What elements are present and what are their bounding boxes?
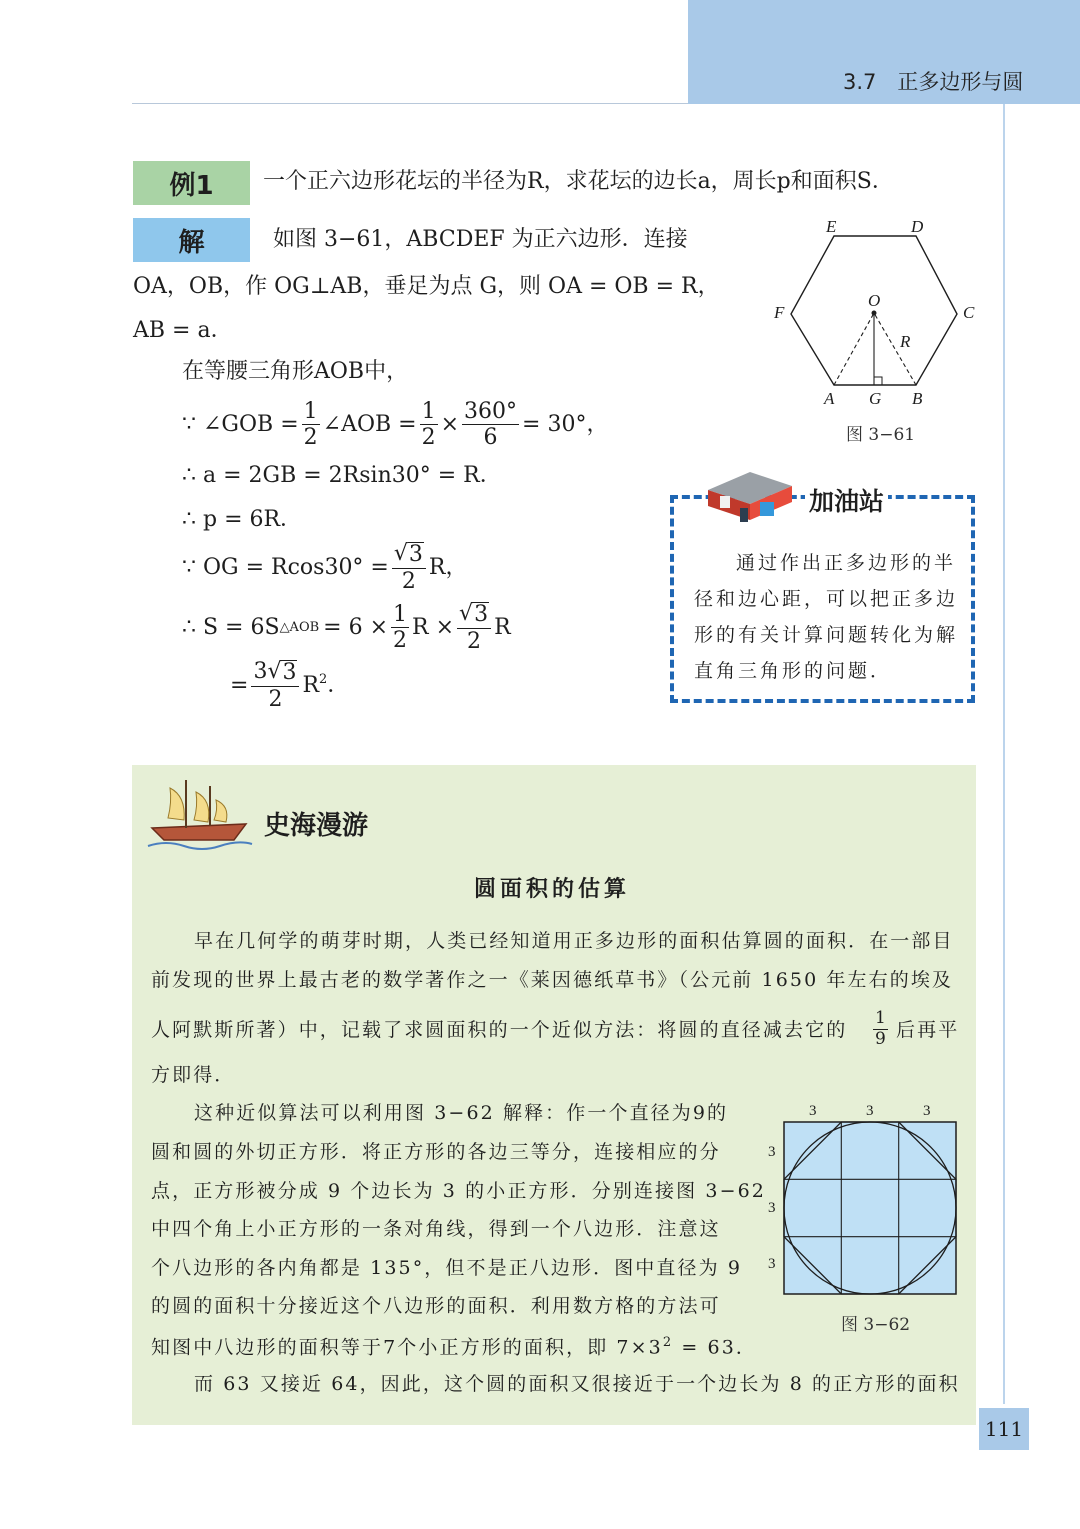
denominator: 2 <box>467 629 482 655</box>
top-label: 3 <box>866 1103 874 1119</box>
denominator: 2 <box>421 425 436 451</box>
tip-line-4: 直角三角形的问题． <box>694 660 893 682</box>
fraction <box>462 400 519 449</box>
example-question: 一个正六边形花坛的半径为R，求花坛的边长a，周长p和面积S． <box>263 169 894 194</box>
fraction <box>420 400 438 449</box>
sqrt: √ 3 <box>267 659 297 685</box>
superscript: 2 <box>662 1335 674 1350</box>
page-number: 111 <box>979 1408 1029 1450</box>
numerator: 1 <box>875 1008 886 1028</box>
step-5-mid2: R × <box>412 614 455 640</box>
side-label: 3 <box>768 1256 776 1272</box>
tip-line-1: 通过作出正多边形的半 <box>736 552 957 574</box>
step-5 <box>182 602 511 653</box>
figure-3-61-caption: 图 3−61 <box>846 425 916 445</box>
history-p1-line-1: 早在几何学的萌芽时期，人类已经知道用正多边形的面积估算圆的面积．在一部目 <box>194 930 954 952</box>
figure-3-62-grid <box>760 1096 970 1306</box>
variable: R <box>302 672 320 698</box>
subscript: △AOB <box>279 620 320 636</box>
section-title: 3.7 正多边形与圆 <box>843 70 1024 94</box>
solution-line-3: AB = a． <box>133 318 233 343</box>
fraction <box>251 660 299 711</box>
gas-station-icon <box>700 462 800 528</box>
step-5-mid: = 6 × <box>323 614 389 640</box>
solution-tag: 解 <box>133 218 250 262</box>
history-heading: 史海漫游 <box>264 811 369 841</box>
step-6-prefix: = <box>230 672 249 698</box>
label-g: G <box>869 389 882 408</box>
step-1 <box>182 400 608 449</box>
solution-line-1: 如图 3−61，ABCDEF 为正六边形．连接 <box>273 227 688 252</box>
fraction <box>391 603 409 652</box>
denominator: 2 <box>268 687 283 713</box>
label-b: B <box>912 389 923 408</box>
history-subtitle: 圆面积的估算 <box>474 876 631 902</box>
step-5-suffix: R <box>494 614 511 640</box>
center-point <box>872 311 877 316</box>
step-4 <box>182 542 467 593</box>
superscript: 2 <box>319 672 328 688</box>
numerator: 1 <box>303 399 318 424</box>
step-4-prefix: ∵ OG = Rcos30° = <box>182 554 389 580</box>
fraction <box>457 602 491 653</box>
history-p1-line-3-tail: 后再平 <box>896 1019 960 1041</box>
denominator: 9 <box>875 1028 886 1049</box>
radicand: 3 <box>282 660 297 685</box>
history-p1-line-3: 人阿默斯所著）中，记载了求圆面积的一个近似方法：将圆的直径减去它的 <box>151 1019 848 1041</box>
header-rule <box>132 103 688 104</box>
label-a: A <box>824 389 835 408</box>
margin-rule <box>1003 104 1005 1404</box>
step-5-prefix: ∴ S = 6S <box>182 614 280 640</box>
side-label: 3 <box>768 1144 776 1160</box>
label-e: E <box>826 217 837 236</box>
step-6-suffix: ． <box>327 672 350 698</box>
numerator: 1 <box>393 602 408 628</box>
denominator: 6 <box>483 425 498 451</box>
label-d: D <box>911 217 924 236</box>
segment-oa <box>834 313 874 385</box>
solution-line-4: 在等腰三角形AOB中， <box>182 359 409 384</box>
label-f: F <box>774 303 785 322</box>
sqrt: √ 3 <box>459 601 489 627</box>
figure-3-61-hexagon <box>760 210 990 410</box>
top-label: 3 <box>809 1103 817 1119</box>
history-p2-line-7 <box>151 1336 757 1357</box>
history-p2-line-6: 的圆的面积十分接近这个八边形的面积．利用数方格的方法可 <box>151 1295 721 1317</box>
times-sign: × <box>440 411 460 437</box>
fraction <box>392 542 426 593</box>
history-p3-line-1: 而 63 又接近 64，因此，这个圆的面积又很接近于一个边长为 8 的正方形的面积 <box>194 1373 960 1395</box>
step-2: ∴ a = 2GB = 2Rsin30° = R． <box>182 463 502 488</box>
history-p2-line-4: 中四个角上小正方形的一条对角线，得到一个八边形．注意这 <box>151 1218 721 1240</box>
side-label: 3 <box>768 1200 776 1216</box>
one-ninth-fraction <box>873 1010 888 1049</box>
right-angle-mark <box>874 377 882 385</box>
sqrt: √ 3 <box>393 541 423 567</box>
step-6 <box>230 660 349 711</box>
denominator: 2 <box>303 425 318 451</box>
step-3: ∴ p = 6R． <box>182 507 303 532</box>
history-p2-line-2: 圆和圆的外切正方形．将正方形的各边三等分，连接相应的分 <box>151 1141 721 1163</box>
radicand: 3 <box>474 602 489 627</box>
example-tag: 例1 <box>133 161 250 205</box>
label-r: R <box>900 332 911 351</box>
tip-title: 加油站 <box>805 482 888 518</box>
step-4-suffix: R， <box>428 554 468 580</box>
history-p2-line-7-tail: = 63． <box>673 1336 757 1359</box>
tip-line-2: 径和边心距，可以把正多边 <box>694 588 959 610</box>
numerator: 1 <box>421 399 436 424</box>
history-p2-line-7-text: 知图中八边形的面积等于7个小正方形的面积，即 7×3 <box>151 1336 663 1359</box>
history-p2-line-1: 这种近似算法可以利用图 3−62 解释：作一个直径为9的 <box>194 1102 729 1124</box>
history-p2-line-3: 点，正方形被分成 9 个边长为 3 的小正方形．分别连接图 3−62 <box>151 1180 766 1202</box>
fraction <box>302 400 320 449</box>
numerator: 360° <box>464 399 518 424</box>
sailing-ship-icon <box>146 772 254 854</box>
history-p2-line-5: 个八边形的各内角都是 135°，但不是正八边形．图中直径为 9 <box>151 1257 743 1279</box>
step-1-prefix: ∵ ∠GOB = <box>182 411 299 437</box>
label-c: C <box>963 303 975 322</box>
solution-line-2: OA，OB，作 OG⊥AB，垂足为点 G，则 OA = OB = R， <box>133 274 720 299</box>
figure-3-62-caption: 图 3−62 <box>841 1315 911 1335</box>
label-o: O <box>868 291 881 310</box>
tip-line-3: 形的有关计算问题转化为解 <box>694 624 959 646</box>
history-p1-line-2: 前发现的世界上最古老的数学著作之一《莱因德纸草书》（公元前 1650 年左右的埃及 <box>151 969 954 991</box>
step-1-mid: ∠AOB = <box>322 411 417 437</box>
denominator: 2 <box>401 569 416 595</box>
radicand: 3 <box>408 542 423 567</box>
denominator: 2 <box>393 628 408 654</box>
step-1-suffix: = 30°， <box>522 411 609 437</box>
top-label: 3 <box>923 1103 931 1119</box>
coefficient: 3 <box>253 659 268 684</box>
history-p1-line-4: 方即得． <box>151 1064 236 1086</box>
outer-square <box>784 1122 956 1294</box>
